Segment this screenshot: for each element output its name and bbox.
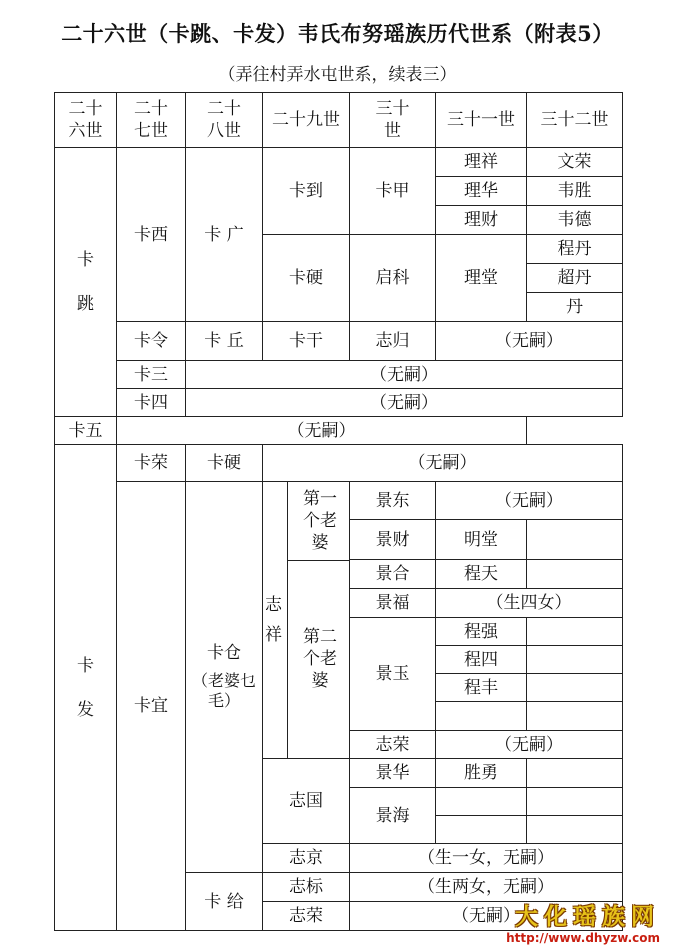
gen27-kawu: 卡五	[55, 417, 117, 445]
gen30-qike: 启科	[350, 235, 436, 322]
gen30-jinghe: 景合	[350, 560, 436, 589]
gen28-kacang: 卡仓 （老婆乜毛）	[186, 482, 263, 873]
gen32-dan: 丹	[527, 293, 623, 322]
gen32-chaodan: 超丹	[527, 264, 623, 293]
header-row	[55, 93, 623, 148]
wife-first-label: 第一个老婆	[303, 488, 337, 553]
gen31-lihua: 理华	[436, 177, 527, 206]
no-heir-note: （无嗣）	[436, 731, 623, 759]
watermark-url: http://www.dhyzw.com	[506, 931, 660, 945]
gen32-wenrong: 文荣	[527, 148, 623, 177]
gen29-kadao: 卡到	[263, 148, 350, 235]
gen31-chengqiang: 程强	[436, 618, 527, 646]
gen32-empty	[527, 702, 623, 731]
gen32-empty	[527, 759, 623, 788]
gen26-katiao: 卡跳	[55, 148, 117, 417]
gen31-empty	[436, 702, 527, 731]
gen30-jinghai: 景海	[350, 788, 436, 844]
gen29-zhirong-b: 志荣	[350, 731, 436, 759]
page-subtitle: （弄往村弄水屯世系，续表三）	[218, 65, 457, 85]
header-gen-28: 二十八世	[186, 93, 263, 148]
gen29-zhiguo: 志国	[263, 759, 350, 844]
daughters-note: （生四女）	[436, 589, 623, 618]
gen32-empty	[527, 520, 623, 560]
gen29-zhibiao: 志标	[263, 873, 350, 902]
gen28-kaying: 卡硬	[186, 445, 263, 482]
gen32-empty	[527, 816, 623, 844]
watermark-brand: 大化瑶族网	[515, 903, 660, 930]
gen32-empty	[527, 618, 623, 646]
gen26-kafa: 卡发	[55, 445, 117, 931]
gen31-lixiang: 理祥	[436, 148, 527, 177]
no-heir-note: （无嗣）	[436, 482, 623, 520]
no-heir-note: （无嗣）	[263, 445, 623, 482]
gen29-kagan: 卡干	[263, 322, 350, 361]
heir-note: （生两女，无嗣）	[350, 873, 623, 902]
no-heir-note: （无嗣）	[350, 902, 623, 931]
gen30-zhigui: 志归	[350, 322, 436, 361]
gen31-empty	[436, 816, 527, 844]
gen31-chengfeng: 程丰	[436, 674, 527, 702]
gen31-empty	[436, 788, 527, 816]
gen31-licai: 理财	[436, 206, 527, 235]
gen30-jinghua: 景华	[350, 759, 436, 788]
watermark-logo	[478, 898, 668, 950]
header-gen-31: 三十一世	[436, 93, 527, 148]
no-heir-note: （无嗣）	[436, 322, 623, 361]
gen29-zhijing: 志京	[263, 844, 350, 873]
gen27-kaling: 卡令	[117, 322, 186, 361]
gen31-chengtian: 程天	[436, 560, 527, 589]
gen31-chengsi: 程四	[436, 646, 527, 674]
gen27-karong: 卡荣	[117, 445, 186, 482]
gen28-kaguang: 卡 广	[186, 148, 263, 322]
header-gen-26: 二十六世	[55, 93, 117, 148]
gen28-kaqiu: 卡 丘	[186, 322, 263, 361]
gen29-zhixiang: 志祥	[263, 482, 350, 759]
gen27-kayi: 卡宜	[117, 482, 186, 931]
header-gen-27: 二十七世	[117, 93, 186, 148]
no-heir-note: （无嗣）	[186, 389, 623, 417]
gen32-empty	[527, 560, 623, 589]
gen27-kasi: 卡四	[117, 389, 186, 417]
gen30-jingfu: 景福	[350, 589, 436, 618]
gen30-jingdong: 景东	[350, 482, 436, 520]
gen32-chengdan: 程丹	[527, 235, 623, 264]
header-gen-29: 二十九世	[263, 93, 350, 148]
gen27-kaxi: 卡西	[117, 148, 186, 322]
gen31-mingtang: 明堂	[436, 520, 527, 560]
heir-note: （生一女，无嗣）	[350, 844, 623, 873]
gen28-kagei: 卡 给	[186, 873, 263, 931]
no-heir-note: （无嗣）	[186, 361, 623, 389]
header-gen-30: 三十世	[350, 93, 436, 148]
gen32-weide: 韦德	[527, 206, 623, 235]
gen30-jingyu: 景玉	[350, 618, 436, 731]
gen29-kaying: 卡硬	[263, 235, 350, 322]
gen32-empty	[527, 788, 623, 816]
gen32-empty	[527, 646, 623, 674]
gen30-jingcai: 景财	[350, 520, 436, 560]
gen31-shengyong: 胜勇	[436, 759, 527, 788]
wife-second-label: 第二个老婆	[303, 627, 337, 691]
genealogy-table	[54, 92, 623, 931]
no-heir-note: （无嗣）	[117, 417, 527, 445]
gen30-kajia: 卡甲	[350, 148, 436, 235]
gen27-kasan: 卡三	[117, 361, 186, 389]
gen32-weisheng: 韦胜	[527, 177, 623, 206]
gen32-empty	[527, 674, 623, 702]
gen29-zhirong2: 志荣	[263, 902, 350, 931]
page-title: 二十六世（卡跳、卡发）韦氏布努瑶族历代世系（附表5）	[61, 21, 614, 46]
header-gen-32: 三十二世	[527, 93, 623, 148]
gen31-litang: 理堂	[436, 235, 527, 322]
